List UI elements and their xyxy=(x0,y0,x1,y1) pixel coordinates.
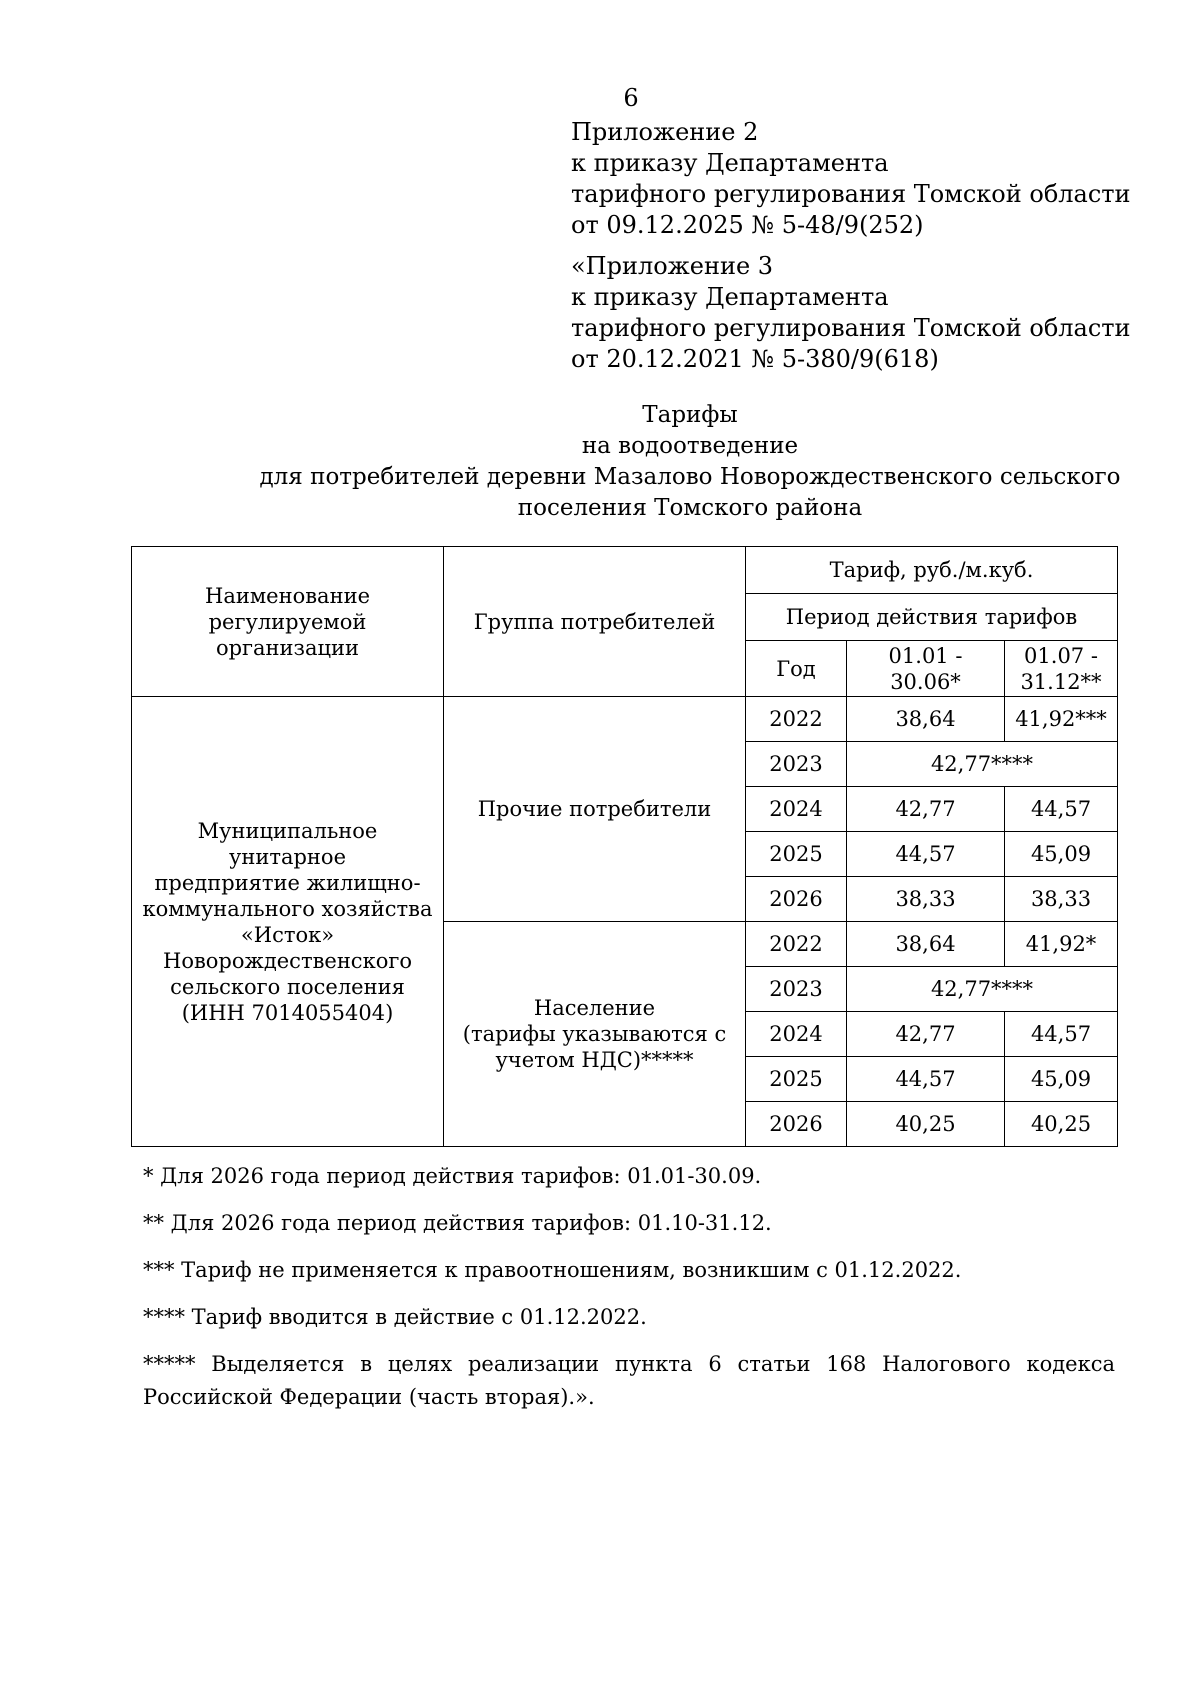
header-period: Период действия тарифов xyxy=(746,594,1118,641)
tariff-half-1: 44,57 xyxy=(847,832,1005,877)
title-line: на водоотведение xyxy=(581,433,799,459)
title-line: поселения Томского района xyxy=(517,495,863,521)
appendix-line: Приложение 2 xyxy=(571,118,759,146)
organization-line: Новорождественского xyxy=(163,948,412,973)
tariff-half-1: 42,77 xyxy=(847,787,1005,832)
header-half-2: 01.07 - 31.12** xyxy=(1005,641,1118,697)
footnote: ***** Выделяется в целях реализации пункта 6 статьи 168 Налогового кодекса Российской Федерации (часть вторая).». xyxy=(143,1352,1115,1409)
appendix-line: к приказу Департамента xyxy=(571,283,889,311)
consumer-group-population xyxy=(444,922,746,1147)
appendix-line: «Приложение 3 xyxy=(571,252,774,280)
organization-line: Муниципальное унитарное xyxy=(197,818,378,869)
year-cell: 2026 xyxy=(746,877,847,922)
tariff-half-2: 40,25 xyxy=(1005,1102,1118,1147)
year-cell: 2023 xyxy=(746,742,847,787)
header-half-1: 01.01 - 30.06* xyxy=(847,641,1005,697)
tariff-half-1: 44,57 xyxy=(847,1057,1005,1102)
appendix-header-current xyxy=(571,117,1131,241)
tariff-table xyxy=(131,546,1118,1147)
tariff-merged: 42,77**** xyxy=(847,967,1118,1012)
year-cell: 2025 xyxy=(746,832,847,877)
footnote: **** Тариф вводится в действие с 01.12.2022. xyxy=(143,1305,647,1329)
footnote: ** Для 2026 года период действия тарифов: 01.10-31.12. xyxy=(143,1211,772,1235)
tariff-half-2: 41,92*** xyxy=(1005,697,1118,742)
appendix-line: тарифного регулирования Томской области xyxy=(571,180,1131,208)
organization-cell xyxy=(132,697,444,1147)
consumer-group-other: Прочие потребители xyxy=(444,697,746,922)
tariff-merged: 42,77**** xyxy=(847,742,1118,787)
header-tariff-unit: Тариф, руб./м.куб. xyxy=(746,547,1118,594)
appendix-line: тарифного регулирования Томской области xyxy=(571,314,1131,342)
tariff-half-1: 38,64 xyxy=(847,697,1005,742)
title-line: для потребителей деревни Мазалово Новорождественского сельского xyxy=(259,464,1121,490)
tariff-half-2: 44,57 xyxy=(1005,1012,1118,1057)
consumer-group-line: (тарифы указываются с xyxy=(462,1022,727,1046)
consumer-group-line: Население xyxy=(533,996,656,1020)
year-cell: 2022 xyxy=(746,922,847,967)
header-organization: Наименование регулируемой организации xyxy=(132,547,444,697)
appendix-line: от 20.12.2021 № 5-380/9(618) xyxy=(571,345,939,373)
tariff-half-1: 40,25 xyxy=(847,1102,1005,1147)
table-row xyxy=(132,697,1118,742)
title-line: Тарифы xyxy=(642,402,738,428)
page-number: 6 xyxy=(623,84,639,112)
year-cell: 2024 xyxy=(746,1012,847,1057)
year-cell: 2023 xyxy=(746,967,847,1012)
organization-line: сельского поселения xyxy=(170,974,405,999)
appendix-header-original xyxy=(571,251,1131,375)
appendix-line: от 09.12.2025 № 5-48/9(252) xyxy=(571,211,924,239)
header-consumer-group: Группа потребителей xyxy=(444,547,746,697)
year-cell: 2024 xyxy=(746,787,847,832)
tariff-half-2: 45,09 xyxy=(1005,1057,1118,1102)
year-cell: 2026 xyxy=(746,1102,847,1147)
footnote: *** Тариф не применяется к правоотношениям, возникшим с 01.12.2022. xyxy=(143,1258,962,1282)
year-cell: 2025 xyxy=(746,1057,847,1102)
organization-line: предприятие жилищно- xyxy=(154,870,421,895)
organization-line: (ИНН 7014055404) xyxy=(181,1000,394,1025)
organization-line: «Исток» xyxy=(240,922,335,947)
tariff-half-2: 41,92* xyxy=(1005,922,1118,967)
footnote: * Для 2026 года период действия тарифов: 01.01-30.09. xyxy=(143,1164,762,1188)
tariff-half-2: 45,09 xyxy=(1005,832,1118,877)
organization-line: коммунального хозяйства xyxy=(142,896,433,921)
consumer-group-line: учетом НДС)***** xyxy=(495,1048,694,1072)
appendix-line: к приказу Департамента xyxy=(571,149,889,177)
table-header-row xyxy=(132,547,1118,594)
footnotes xyxy=(143,1160,1115,1428)
tariff-half-2: 38,33 xyxy=(1005,877,1118,922)
tariff-half-1: 42,77 xyxy=(847,1012,1005,1057)
tariff-half-1: 38,33 xyxy=(847,877,1005,922)
document-title xyxy=(130,400,1200,524)
year-cell: 2022 xyxy=(746,697,847,742)
tariff-half-2: 44,57 xyxy=(1005,787,1118,832)
header-year: Год xyxy=(746,641,847,697)
tariff-half-1: 38,64 xyxy=(847,922,1005,967)
